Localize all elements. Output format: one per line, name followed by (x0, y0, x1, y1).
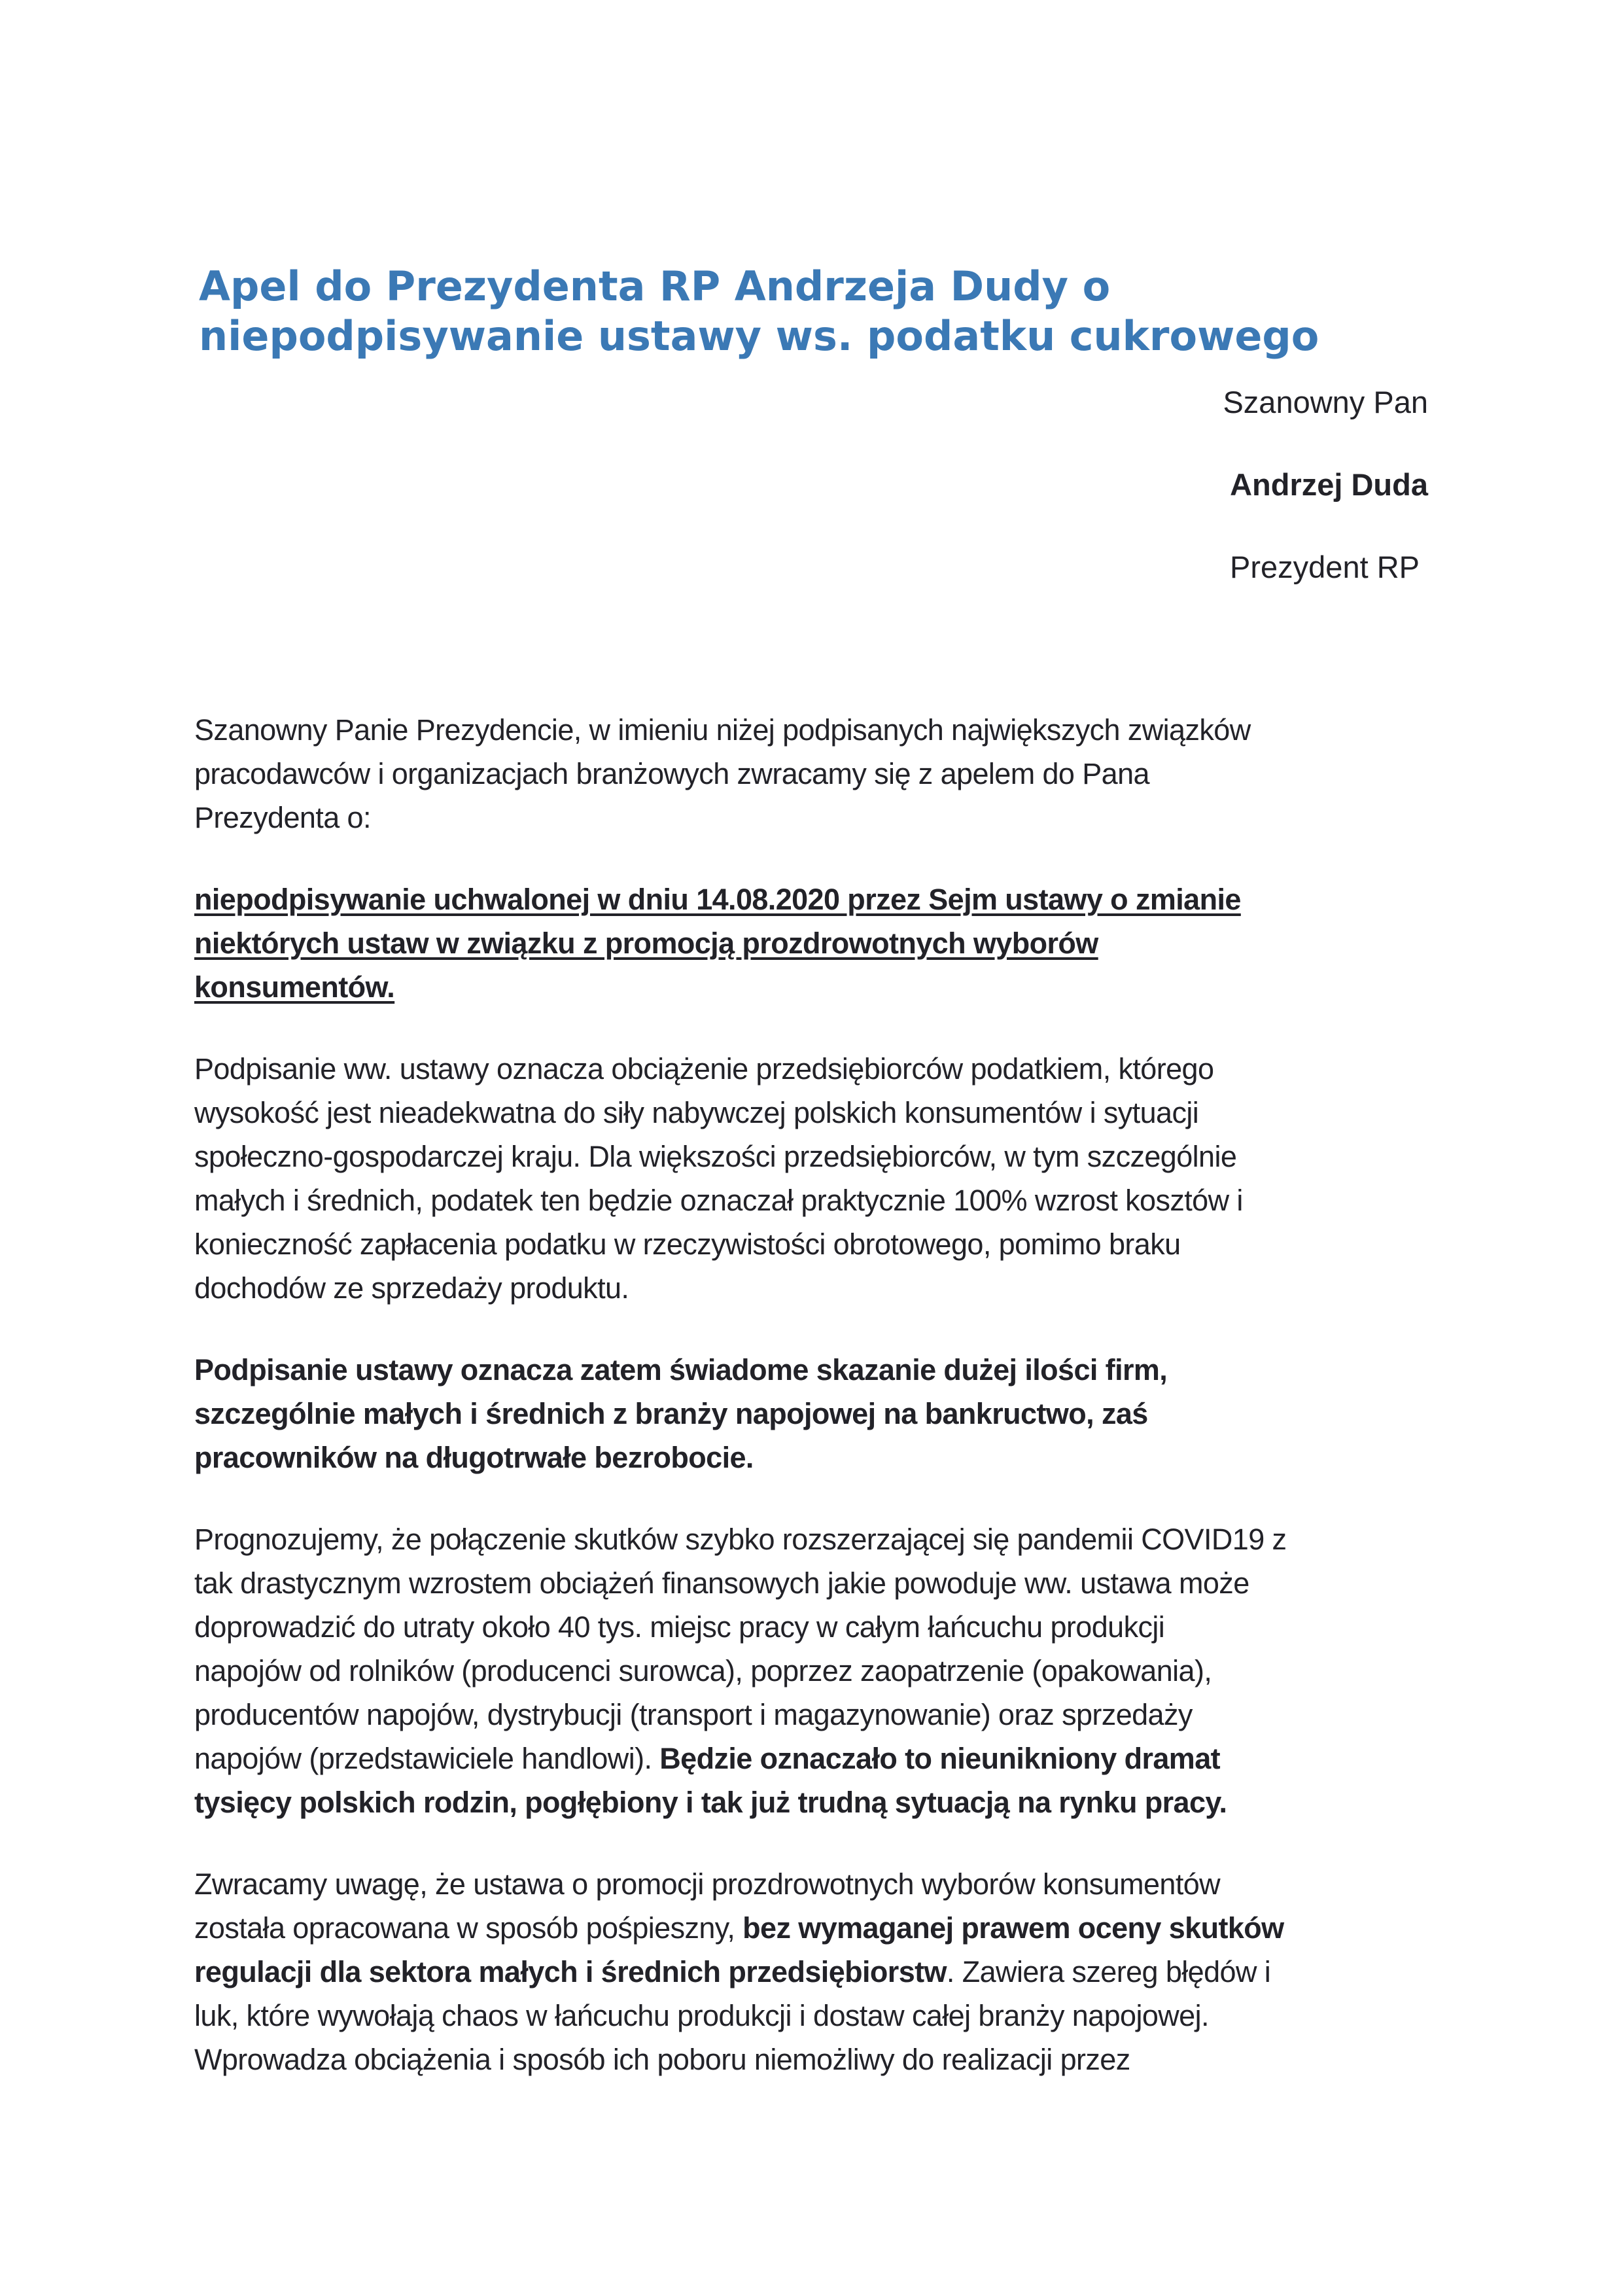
title-line-1: Apel do Prezydenta RP Andrzeja Dudy o (199, 262, 1111, 310)
text-line: tysięcy polskich rodzin, pogłębiony i tak już trudną sytuacją na rynku pracy. (194, 1786, 1227, 1819)
text-line: wysokość jest nieadekwatna do siły nabywczej polskich konsumentów i sytuacji (194, 1096, 1199, 1129)
paragraph-job-loss-forecast (194, 1517, 1437, 1824)
text-line (194, 1906, 1437, 1950)
text-line: Prezydenta o: (194, 801, 371, 834)
text-line: społeczno-gospodarczej kraju. Dla większości przedsiębiorców, w tym szczególnie (194, 1140, 1237, 1173)
text-line: Prognozujemy, że połączenie skutków szybko rozszerzającej się pandemii COVID19 z (194, 1523, 1287, 1556)
text-regular: . Zawiera szereg błędów i (946, 1955, 1271, 1988)
text-line: doprowadzić do utraty około 40 tys. miejsc pracy w całym łańcuchu produkcji (194, 1610, 1165, 1644)
text-line: Podpisanie ww. ustawy oznacza obciążenie przedsiębiorców podatkiem, którego (194, 1052, 1214, 1086)
text-line: małych i średnich, podatek ten będzie oznaczał praktycznie 100% wzrost kosztów i (194, 1184, 1243, 1217)
text-line: tak drastycznym wzrostem obciążeń finansowych jakie powoduje ww. ustawa może (194, 1566, 1249, 1600)
addressee-block (1223, 376, 1428, 624)
addressee-name: Andrzej Duda (1230, 467, 1428, 502)
letter-body (194, 708, 1437, 2119)
document-title (199, 262, 1442, 361)
title-line-2: niepodpisywanie ustawy ws. podatku cukrowego (199, 312, 1319, 360)
text-bold: regulacji dla sektora małych i średnich przedsiębiorstw (194, 1955, 947, 1988)
text-line: producentów napojów, dystrybucji (transport i magazynowanie) oraz sprzedaży (194, 1698, 1193, 1731)
text-line: pracowników na długotrwałe bezrobocie. (194, 1441, 754, 1474)
text-regular: została opracowana w sposób pośpieszny, (194, 1911, 743, 1945)
text-regular: napojów (przedstawiciele handlowi). (194, 1742, 660, 1775)
text-line: niektórych ustaw w związku z promocją prozdrowotnych wyborów (194, 927, 1098, 960)
text-bold: Będzie oznaczało to nieunikniony dramat (659, 1742, 1221, 1775)
text-line: szczególnie małych i średnich z branży napojowej na bankructwo, zaś (194, 1397, 1148, 1430)
text-line (194, 1737, 1437, 1780)
paragraph-regulation-concerns (194, 1862, 1437, 2081)
text-bold: bez wymaganej prawem oceny skutków (742, 1911, 1284, 1945)
text-line: Zwracamy uwagę, że ustawa o promocji prozdrowotnych wyborów konsumentów (194, 1867, 1221, 1901)
text-line: luk, które wywołają chaos w łańcuchu produkcji i dostaw całej branży napojowej. (194, 1999, 1209, 2032)
addressee-position: Prezydent RP (1230, 550, 1420, 584)
text-line: konieczność zapłacenia podatku w rzeczywistości obrotowego, pomimo braku (194, 1227, 1181, 1261)
addressee-salutation: Szanowny Pan (1223, 385, 1428, 419)
paragraph-bankruptcy-warning (194, 1348, 1437, 1479)
paragraph-request (194, 877, 1437, 1009)
text-line: dochodów ze sprzedaży produktu. (194, 1271, 629, 1305)
paragraph-greeting (194, 708, 1437, 839)
text-line: Szanowny Panie Prezydencie, w imieniu niżej podpisanych największych związków (194, 713, 1251, 747)
text-line: Wprowadza obciążenia i sposób ich poboru niemożliwy do realizacji przez (194, 2043, 1130, 2076)
text-line (194, 1950, 1437, 1994)
text-line: niepodpisywanie uchwalonej w dniu 14.08.2020 przez Sejm ustawy o zmianie (194, 883, 1241, 916)
text-line: napojów od rolników (producenci surowca), poprzez zaopatrzenie (opakowania), (194, 1654, 1212, 1687)
text-line: pracodawców i organizacjach branżowych zwracamy się z apelem do Pana (194, 757, 1149, 790)
text-line: Podpisanie ustawy oznacza zatem świadome skazanie dużej ilości firm, (194, 1353, 1168, 1386)
paragraph-tax-burden (194, 1047, 1437, 1310)
text-line: konsumentów. (194, 970, 395, 1004)
